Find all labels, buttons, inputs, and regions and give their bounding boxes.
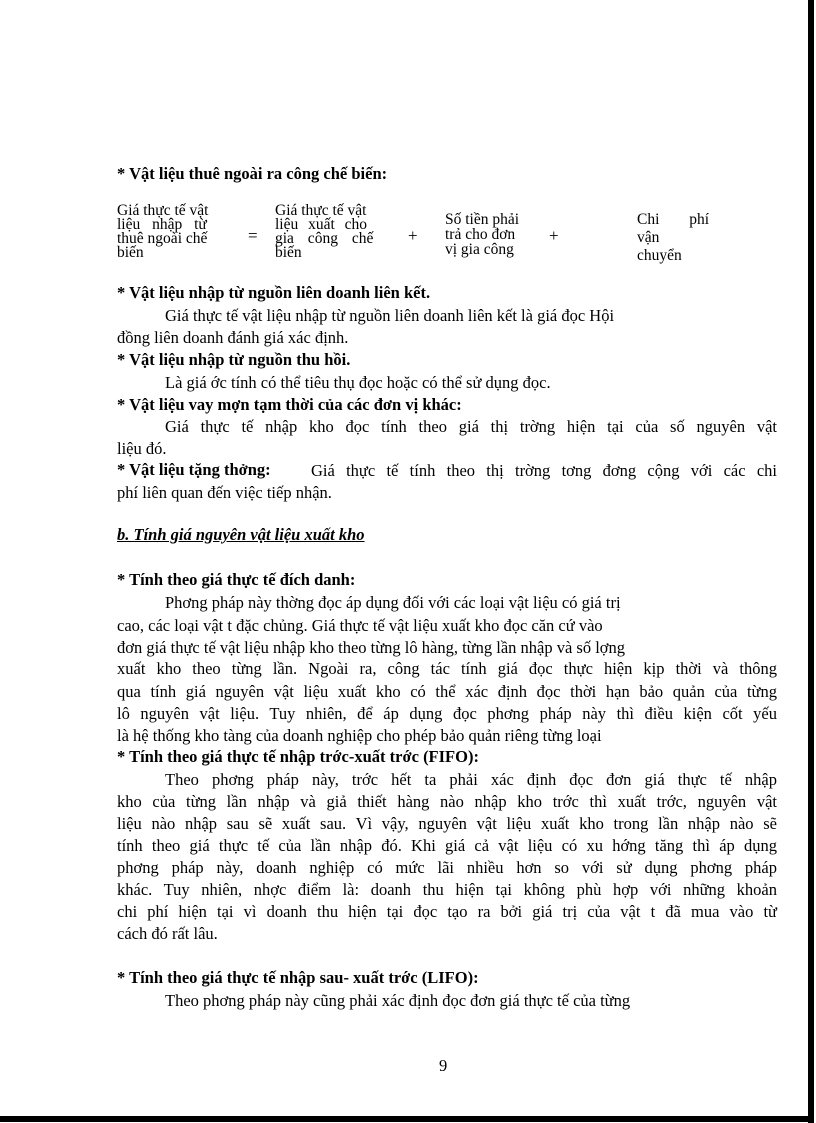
heading-thu-hoi: * Vật liệu nhập từ nguồn thu hồi.	[117, 350, 351, 369]
page-number: 9	[439, 1056, 448, 1075]
paragraph-line: phơng pháp này, doanh nghiệp có mức lãi nhiều hơn so với sử dụng phơng pháp	[117, 858, 777, 877]
paragraph-line: Là giá ớc tính có thể tiêu thụ đọc hoặc có thể sử dụng đọc.	[165, 373, 551, 392]
formula-term-2-line: Giá thực tế vật	[275, 202, 367, 219]
formula-plus-1: +	[408, 226, 418, 245]
formula-term-2-line: liệu xuất cho	[275, 216, 368, 233]
paragraph-line: qua tính giá nguyên vật liệu xuất kho có thể xác định đọc thời hạn bảo quản của từng	[117, 682, 777, 701]
heading-dich-danh: * Tính theo giá thực tế đích danh:	[117, 570, 356, 589]
heading-lien-doanh: * Vật liệu nhập từ nguồn liên doanh liên kết.	[117, 283, 431, 302]
paragraph-line: Theo phơng pháp này, trớc hết ta phải xác định đọc đơn giá thực tế nhập	[165, 770, 777, 789]
paragraph-line: lô nguyên vật liệu. Tuy nhiên, để áp dụng đọc phơng pháp này thì điều kiện cốt yếu	[117, 704, 777, 723]
formula-term-2-line: gia công chế	[275, 230, 374, 247]
formula-term-1-line: biến	[117, 244, 144, 261]
formula-term-3-line: trả cho đơn	[445, 226, 516, 243]
paragraph-line: Giá thực tế tính theo thị trờng tơng đơng cộng với các chi	[311, 461, 777, 480]
formula-term-3-line: vị gia công	[445, 241, 514, 258]
section-b-title: b. Tính giá nguyên vật liệu xuất kho	[117, 525, 365, 544]
paragraph-line: cách đó rất lâu.	[117, 924, 218, 943]
formula-term-1-line: liệu nhập từ	[117, 216, 207, 233]
heading-tang-thuong: * Vật liệu tặng thởng:	[117, 460, 271, 479]
formula-plus-2: +	[549, 226, 559, 245]
formula-equals: =	[248, 226, 258, 245]
paragraph-line: phí liên quan đến việc tiếp nhận.	[117, 483, 332, 502]
paragraph-line: xuất kho theo từng lần. Ngoài ra, công tác tính giá đọc thực hiện kịp thời và thông	[117, 659, 777, 678]
paragraph-line: cao, các loại vật t đặc chủng. Giá thực tế vật liệu xuất kho đọc căn cứ vào	[117, 616, 603, 635]
paragraph-line: tính theo giá thực tế của lần nhập đó. Khi giá cả vật liệu có xu hớng tăng thì áp dụng	[117, 836, 777, 855]
formula-term-4-line: vận	[637, 229, 660, 246]
paragraph-line: Giá thực tế vật liệu nhập từ nguồn liên doanh liên kết là giá đọc Hội	[165, 306, 615, 325]
paragraph-line: Phơng pháp này thờng đọc áp dụng đối với các loại vật liệu có giá trị	[165, 593, 621, 612]
heading-fifo: * Tính theo giá thực tế nhập trớc-xuất trớc (FIFO):	[117, 747, 479, 766]
formula-term-4	[637, 211, 709, 265]
paragraph-line: khác. Tuy nhiên, nhợc điểm là: doanh thu hiện tại không phù hợp với những khoản	[117, 880, 777, 899]
paragraph-line: là hệ thống kho tàng của doanh nghiệp cho phép bảo quản riêng từng loại	[117, 726, 602, 745]
paragraph-line: liệu nào nhập sau sẽ xuất sau. Vì vậy, nguyên vật liệu xuất kho trong lần nhập nào sẽ	[117, 814, 777, 833]
paragraph-line: đơn giá thực tế vật liệu nhập kho theo từng lô hàng, từng lần nhập và số lợng	[117, 638, 626, 657]
formula-term-1-line: Giá thực tế vật	[117, 202, 209, 219]
formula-term-3	[445, 212, 519, 257]
page-border-right	[808, 0, 814, 1123]
paragraph-line: chi phí hiện tại vì doanh thu hiện tại đọc tạo ra bởi giá trị của vật t đã mua vào từ	[117, 902, 777, 921]
heading-lifo: * Tính theo giá thực tế nhập sau- xuất trớc (LIFO):	[117, 968, 479, 987]
heading-vay-muon: * Vật liệu vay mợn tạm thời của các đơn vị khác:	[117, 395, 462, 414]
formula-term-4-line: Chi phí	[637, 211, 710, 228]
formula-term-2-line: biến	[275, 244, 302, 261]
paragraph-line: Theo phơng pháp này cũng phải xác định đọc đơn giá thực tế của từng	[165, 991, 631, 1010]
heading-thue-ngoai: * Vật liệu thuê ngoài ra công chế biến:	[117, 164, 388, 183]
page-border-bottom	[0, 1116, 814, 1122]
paragraph-line: liệu đó.	[117, 439, 167, 458]
formula-term-4-line: chuyển	[637, 247, 682, 264]
formula-term-2	[275, 204, 373, 260]
paragraph-line: Giá thực tế nhập kho đọc tính theo giá thị trờng hiện tại của số nguyên vật	[165, 417, 777, 436]
paragraph-line: đồng liên doanh đánh giá xác định.	[117, 328, 349, 347]
paragraph-line: kho của từng lần nhập và giả thiết hàng nào nhập kho trớc thì xuất trớc, nguyên vật	[117, 792, 777, 811]
formula-term-1	[117, 204, 208, 260]
formula-term-1-line: thuê ngoài chế	[117, 230, 208, 247]
formula-term-3-line: Số tiền phải	[445, 211, 520, 228]
